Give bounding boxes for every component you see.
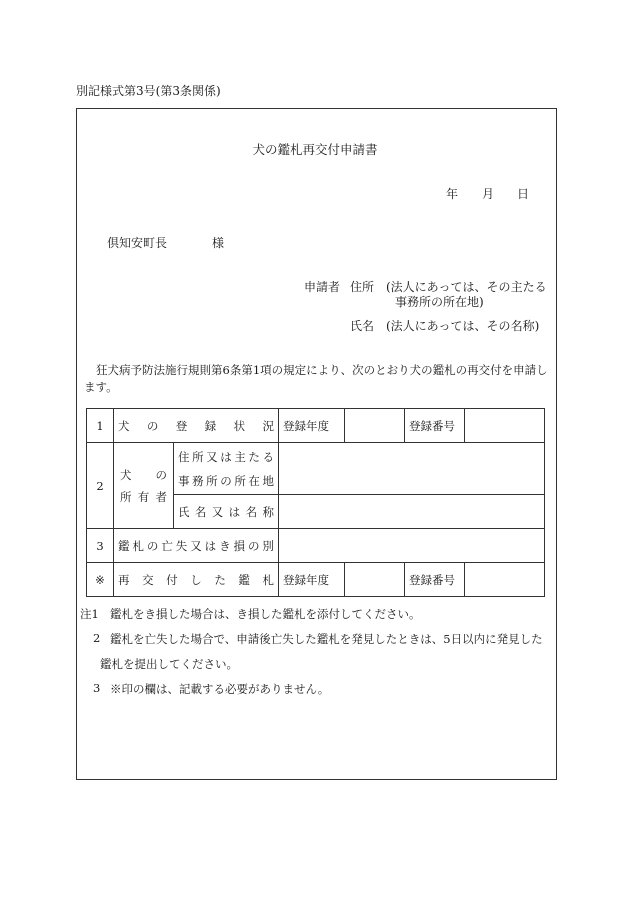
- label-char: 亡: [161, 538, 173, 553]
- row-number: 2: [87, 443, 114, 529]
- reissued-year-field[interactable]: [345, 563, 405, 597]
- form-reference: 別記様式第3号(第3条関係): [76, 84, 221, 98]
- applicant-name-label: 氏名: [350, 319, 375, 333]
- owner-address-label: [174, 443, 279, 495]
- applicant-name-note: (法人にあっては、その名称): [386, 319, 540, 333]
- registration-number-field[interactable]: [465, 409, 545, 443]
- table-row-registration-status: [87, 409, 545, 443]
- note-2-prefix: 2: [93, 631, 101, 645]
- label-char: の: [220, 473, 232, 488]
- row-number: 3: [87, 529, 114, 563]
- registration-number-label: 登録番号: [405, 409, 465, 443]
- row-number: 1: [87, 409, 114, 443]
- label-char: 再: [118, 572, 130, 587]
- reissued-number-field[interactable]: [465, 563, 545, 597]
- label-char: た: [214, 572, 226, 587]
- label-char: 状: [233, 418, 246, 433]
- label-char: 名: [245, 504, 258, 519]
- note-2-text: 鑑札を亡失した場合で、申請後亡失した鑑札を発見したときは、5日以内に発見した: [110, 632, 543, 646]
- owner-name-field[interactable]: [279, 495, 545, 529]
- label-char: た: [248, 449, 260, 464]
- label-char: 氏: [178, 504, 190, 519]
- owner-address-field[interactable]: [279, 443, 545, 495]
- label-char: 者: [155, 489, 167, 504]
- registration-year-field[interactable]: [345, 409, 405, 443]
- label-char: る: [262, 449, 274, 464]
- label-char: 所: [234, 473, 246, 488]
- form-title: 犬の鑑札再交付申請書: [252, 142, 378, 157]
- reissued-number-label: 登録番号: [405, 563, 465, 597]
- label-char: 録: [204, 418, 217, 433]
- date-day: 日: [517, 187, 530, 201]
- date-month: 月: [482, 187, 495, 201]
- table-row-loss-or-damage: [87, 529, 545, 563]
- table-row-owner-address: [87, 443, 545, 495]
- applicant-address-note: (法人にあっては、その主たる: [386, 280, 547, 294]
- note-1-prefix: 注1: [80, 607, 99, 621]
- row-number: ※: [87, 563, 114, 597]
- addressee-name: 倶知安町長: [107, 236, 168, 250]
- label-char: の: [146, 418, 159, 433]
- label-char: の: [146, 538, 159, 553]
- date-year: 年: [446, 187, 459, 201]
- application-statement: 狂犬病予防法施行規則第6条第1項の規定により、次のとおり犬の鑑札の再交付を申請します。: [84, 363, 548, 394]
- label-char: の: [247, 538, 260, 553]
- label-char: 事: [178, 473, 190, 488]
- note-1-text: 鑑札をき損した場合は、き損した鑑札を添付してください。: [110, 607, 421, 621]
- label-char: 名: [194, 504, 207, 519]
- label-char: 地: [262, 473, 274, 488]
- label-char: の: [155, 467, 167, 482]
- label-char: 称: [262, 504, 274, 519]
- label-char: 又: [190, 538, 202, 553]
- label-char: 況: [262, 418, 274, 433]
- loss-or-damage-field[interactable]: [279, 529, 545, 563]
- label-char: 主: [234, 449, 246, 464]
- label-char: 犬: [118, 418, 130, 433]
- registration-table: [86, 408, 545, 597]
- label-char: は: [204, 538, 217, 553]
- label-char: 又: [211, 504, 224, 519]
- loss-or-damage-label: [114, 529, 279, 563]
- applicant-address-label: 住所: [350, 280, 375, 294]
- label-char: 損: [233, 538, 245, 553]
- reissued-tag-label: [114, 563, 279, 597]
- label-char: 有: [137, 489, 150, 504]
- label-char: 札: [262, 572, 274, 587]
- label-char: 交: [142, 572, 154, 587]
- note-3-text: ※印の欄は、記載する必要がありません。: [110, 682, 330, 696]
- applicant-label: 申請者: [304, 280, 341, 294]
- addressee-honorific: 様: [212, 236, 225, 250]
- label-char: は: [228, 504, 241, 519]
- label-char: 失: [175, 538, 188, 553]
- label-char: 鑑: [238, 572, 250, 587]
- label-char: は: [220, 449, 232, 464]
- label-char: 別: [262, 538, 274, 553]
- label-char: し: [190, 572, 202, 587]
- registration-status-label: [114, 409, 279, 443]
- label-char: 所: [206, 473, 218, 488]
- label-char: き: [219, 538, 231, 553]
- reissued-year-label: 登録年度: [279, 563, 345, 597]
- label-char: 在: [248, 473, 260, 488]
- label-char: 務: [192, 473, 204, 488]
- label-char: 所: [192, 449, 204, 464]
- label-char: 所: [120, 489, 132, 504]
- label-char: 鑑: [118, 538, 130, 553]
- registration-year-label: 登録年度: [279, 409, 345, 443]
- label-char: 付: [166, 572, 178, 587]
- label-char: 札: [132, 538, 144, 553]
- label-char: 又: [206, 449, 218, 464]
- note-2-continuation: 鑑札を提出してください。: [100, 657, 238, 671]
- label-char: 登: [175, 418, 188, 433]
- note-3-prefix: 3: [93, 681, 101, 695]
- owner-name-label: [174, 495, 279, 529]
- label-char: 犬: [120, 467, 132, 482]
- label-char: 住: [178, 449, 190, 464]
- dog-owner-label: [114, 443, 174, 529]
- table-row-reissued-tag: [87, 563, 545, 597]
- applicant-address-note-2: 事務所の所在地): [395, 295, 484, 309]
